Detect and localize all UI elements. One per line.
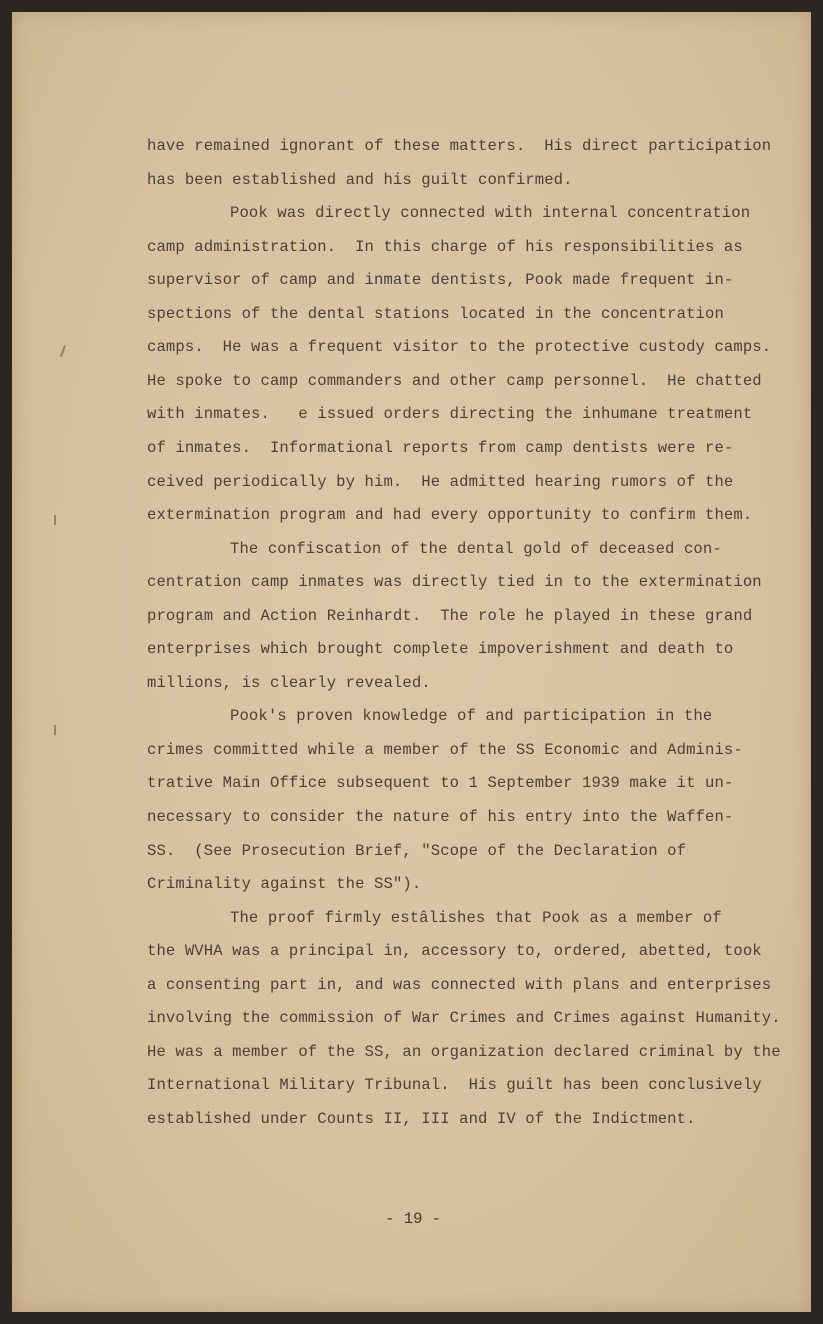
text-line: He spoke to camp commanders and other camp personnel. He chatted <box>147 371 762 390</box>
text-line: centration camp inmates was directly tied in to the extermination <box>147 573 762 592</box>
text-line: He was a member of the SS, an organization declared criminal by the <box>147 1042 781 1061</box>
text-line: International Military Tribunal. His guilt has been conclusively <box>147 1076 762 1095</box>
text-line: Pook was directly connected with internal concentration <box>230 204 751 223</box>
text-line: with inmates. e issued orders directing the inhumane treatment <box>147 405 753 424</box>
text-line: Pook's proven knowledge of and participation in the <box>230 707 713 726</box>
text-line: crimes committed while a member of the SS Economic and Adminis- <box>147 740 743 759</box>
text-line: necessary to consider the nature of his entry into the Waffen- <box>147 808 734 826</box>
text-line: involving the commission of War Crimes and Crimes against Humanity. <box>147 1009 781 1028</box>
text-line: camps. He was a frequent visitor to the protective custody camps. <box>147 338 772 357</box>
margin-mark <box>54 725 56 735</box>
margin-mark <box>54 515 56 525</box>
text-line: trative Main Office subsequent to 1 September 1939 make it un- <box>147 774 734 793</box>
text-line: have remained ignorant of these matters. His direct participation <box>147 137 772 155</box>
text-line: millions, is clearly revealed. <box>147 673 431 692</box>
text-line: Criminality against the SS"). <box>147 875 422 894</box>
text-line: The confiscation of the dental gold of deceased con- <box>230 539 722 558</box>
text-line: the WVHA was a principal in, accessory to, ordered, abetted, took <box>147 942 762 961</box>
text-line: has been established and his guilt confirmed. <box>147 170 573 189</box>
text-line: extermination program and had every opportunity to confirm them. <box>147 506 753 525</box>
text-line: established under Counts II, III and IV of the Indictment. <box>147 1109 696 1128</box>
text-line: a consenting part in, and was connected with plans and enterprises <box>147 975 772 994</box>
text-line: spections of the dental stations located in the concentration <box>147 304 724 323</box>
text-line: SS. (See Prosecution Brief, "Scope of the Declaration of <box>147 841 687 860</box>
text-line: camp administration. In this charge of his responsibilities as <box>147 237 743 256</box>
text-line: ceived periodically by him. He admitted hearing rumors of the <box>147 472 734 491</box>
text-line: of inmates. Informational reports from camp dentists were re- <box>147 438 734 457</box>
text-line: The proof firmly estâlishes that Pook as a member of <box>230 908 722 927</box>
page-number: - 19 - <box>385 1210 442 1228</box>
text-line: supervisor of camp and inmate dentists, Pook made frequent in- <box>147 271 734 290</box>
text-line: program and Action Reinhardt. The role he played in these grand <box>147 606 753 625</box>
text-line: enterprises which brought complete impoverishment and death to <box>147 640 734 659</box>
